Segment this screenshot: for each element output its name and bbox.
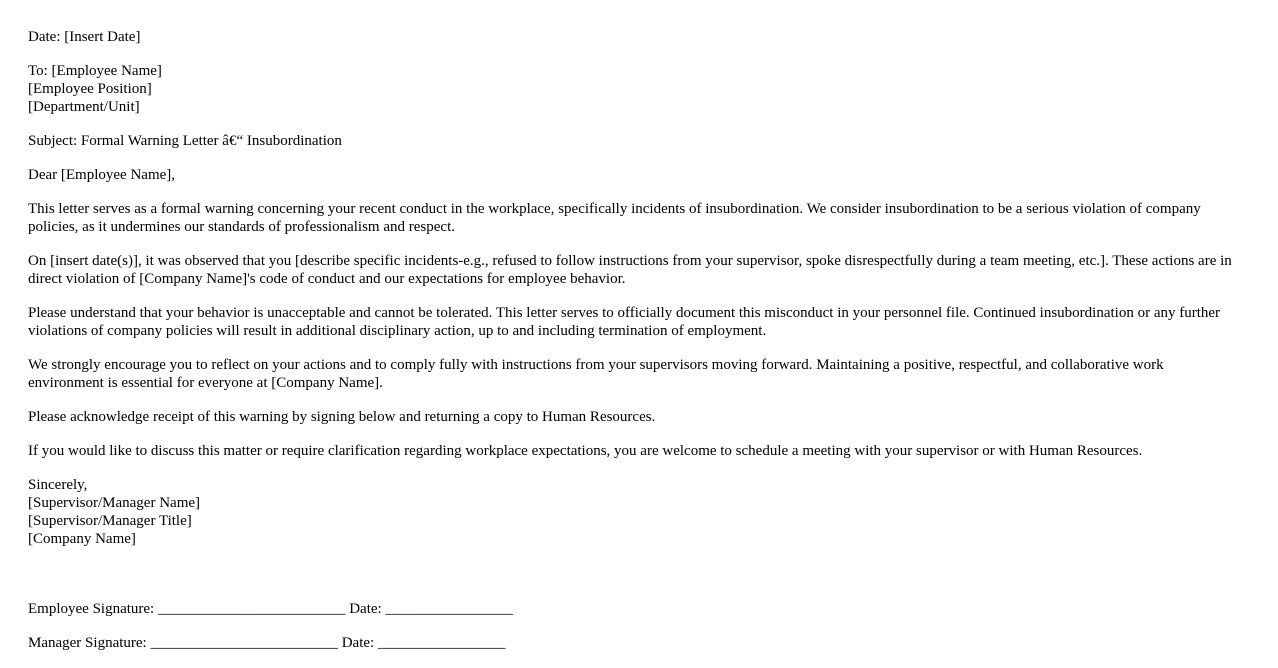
body-paragraph-2: On [insert date(s)], it was observed that you [describe specific incidents-e.g., refused to follow instructions from your supervisor, spoke disrespectfully during a team meeting, etc.]. These actions are in direct violation of [Company Name]'s code of conduct and our expectations for employee behavior. (28, 253, 1232, 287)
date-line: Date: [Insert Date] (28, 29, 141, 45)
body-paragraph-3: Please understand that your behavior is unacceptable and cannot be tolerated. This letter serves to officially document this misconduct in your personnel file. Continued insubordination or any further violations of company policies will result in additional disciplinary action, up to and including termination of employment. (28, 305, 1221, 339)
body-paragraph-1: This letter serves as a formal warning concerning your recent conduct in the workplace, specifically incidents of insubordination. We consider insubordination to be a serious violation of company policies, as it undermines our standards of professionalism and respect. (28, 201, 1201, 235)
salutation: Dear [Employee Name], (28, 167, 176, 183)
recipient-department: [Department/Unit] (28, 99, 140, 115)
recipient-name: To: [Employee Name] (28, 63, 162, 79)
signer-title: [Supervisor/Manager Title] (28, 513, 192, 529)
employee-signature-line: Employee Signature: _________________________ Date: _________________ (28, 601, 513, 617)
body-paragraph-6: If you would like to discuss this matter or require clarification regarding workplace expectations, you are welcome to schedule a meeting with your supervisor or with Human Resources. (28, 443, 1143, 459)
signer-company: [Company Name] (28, 531, 136, 547)
body-paragraph-5: Please acknowledge receipt of this warning by signing below and returning a copy to Human Resources. (28, 409, 656, 425)
closing-block (28, 476, 1243, 548)
closing-phrase: Sincerely, (28, 477, 88, 493)
warning-letter (28, 28, 1243, 668)
body-paragraph-4: We strongly encourage you to reflect on your actions and to comply fully with instructions from your supervisors moving forward. Maintaining a positive, respectful, and collaborative work environment is essential for everyone at [Company Name]. (28, 357, 1164, 391)
recipient-position: [Employee Position] (28, 81, 152, 97)
manager-signature-line: Manager Signature: _________________________ Date: _________________ (28, 635, 506, 651)
signer-name: [Supervisor/Manager Name] (28, 495, 201, 511)
recipient-block (28, 62, 1243, 116)
subject-line: Subject: Formal Warning Letter â€“ Insubordination (28, 133, 342, 149)
